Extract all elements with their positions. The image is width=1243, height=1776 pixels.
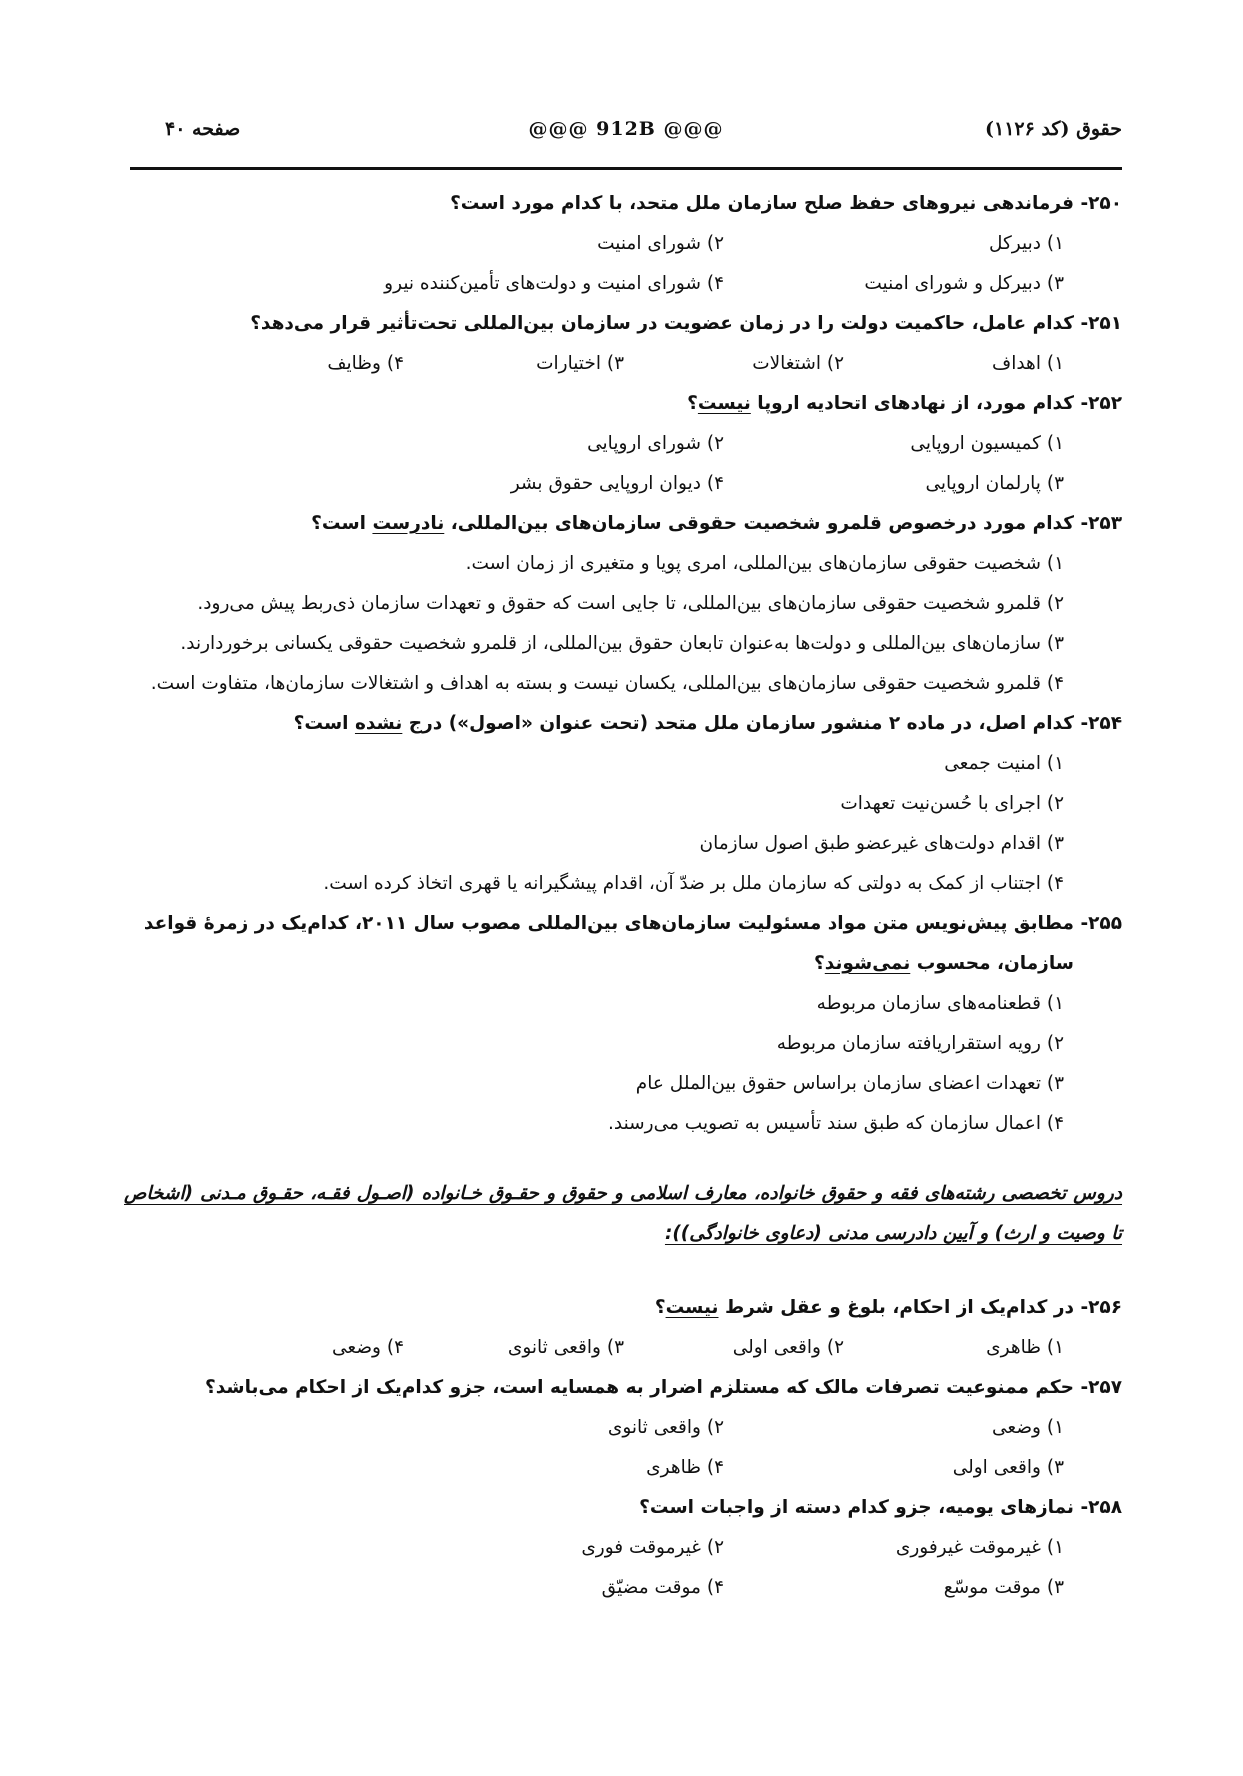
option-4[interactable]: ۴) اعمال سازمان که طبق سند تأسیس به تصویب می‌رسند. — [607, 1113, 1064, 1134]
option-2[interactable]: ۲) رویه استقراریافته سازمان مربوطه — [776, 1033, 1064, 1054]
stem-part: کدام مورد، از نهادهای اتحادیه اروپا — [750, 393, 1074, 414]
question-stem — [124, 1368, 1122, 1408]
negation-emphasis: نیست — [665, 1297, 719, 1318]
question-stem — [124, 184, 1122, 224]
option-4[interactable]: ۴) قلمرو شخصیت حقوقی سازمان‌های بین‌المللی، یکسان نیست و بسته به اهداف و اشتغالات سازمان‌ها، متفاوت است. — [150, 673, 1064, 694]
header-rule — [130, 167, 1122, 170]
options — [124, 544, 1122, 704]
page-header — [130, 118, 1122, 148]
question-252 — [124, 384, 1122, 504]
stem-part: ؟ — [654, 1297, 666, 1318]
option-3[interactable]: ۳) واقعی ثانوی — [507, 1337, 624, 1358]
option-2[interactable]: ۲) اشتغالات — [752, 353, 844, 374]
question-number: ۲۵۸- — [1080, 1497, 1122, 1518]
section-heading: دروس تخصصی رشته‌های فقه و حقوق خانواده، معارف اسلامی و حقوق و حقـوق خـانواده (اصـول فقـه، حقـوق مـدنی (اشخاص تا وصیت و ارث) و آیین دادرسی مدنی (دعاوی خانوادگی)): — [124, 1183, 1122, 1244]
question-text — [124, 504, 1074, 544]
option-2[interactable]: ۲) قلمرو شخصیت حقوقی سازمان‌های بین‌المللی، تا جایی است که حقوق و تعهدات سازمان ذی‌ربط پیش می‌رود. — [197, 593, 1064, 614]
option-2[interactable]: ۲) شورای اروپایی — [587, 433, 724, 454]
question-text — [124, 384, 1074, 424]
option-1[interactable]: ۱) قطعنامه‌های سازمان مربوطه — [816, 993, 1064, 1014]
question-256 — [124, 1288, 1122, 1368]
option-3[interactable]: ۳) دبیرکل و شورای امنیت — [864, 273, 1064, 294]
options — [184, 344, 1122, 384]
option-3[interactable]: ۳) پارلمان اروپایی — [925, 473, 1064, 494]
option-3[interactable]: ۳) تعهدات اعضای سازمان براساس حقوق بین‌الملل عام — [635, 1073, 1064, 1094]
options — [184, 1328, 1122, 1368]
options — [124, 744, 1122, 904]
question-text: فرماندهی نیروهای حفظ صلح سازمان ملل متحد، با کدام مورد است؟ — [450, 193, 1074, 214]
option-3[interactable]: ۳) موقت موسّع — [943, 1577, 1064, 1598]
question-text — [124, 704, 1074, 744]
booklet-code: @@@ 912B @@@ — [528, 118, 724, 140]
option-3[interactable]: ۳) اختیارات — [536, 353, 624, 374]
option-1[interactable]: ۱) ظاهری — [986, 1337, 1064, 1358]
question-250 — [124, 184, 1122, 304]
question-text: حکم ممنوعیت تصرفات مالک که مستلزم اضرار به همسایه است، جزو کدام‌یک از احکام می‌باشد؟ — [205, 1377, 1074, 1398]
stem-part: کدام اصل، در ماده ۲ منشور سازمان ملل متحد (تحت عنوان «اصول») درج — [402, 713, 1074, 734]
option-4[interactable]: ۴) وضعی — [331, 1337, 404, 1358]
subject-title: حقوق (کد ۱۱۲۶) — [985, 118, 1122, 140]
negation-emphasis: نشده — [354, 713, 403, 734]
page-number: صفحه ۴۰ — [165, 118, 241, 140]
questions-content — [124, 184, 1122, 1608]
question-number: ۲۵۴- — [1080, 713, 1122, 734]
option-1[interactable]: ۱) وضعی — [991, 1417, 1064, 1438]
question-253 — [124, 504, 1122, 704]
option-3[interactable]: ۳) اقدام دولت‌های غیرعضو طبق اصول سازمان — [699, 833, 1064, 854]
stem-part: مطابق پیش‌نویس متن مواد مسئولیت سازمان‌های بین‌المللی مصوب سال ۲۰۱۱، کدام‌یک در زمرهٔ قواعد سازمان، محسوب — [143, 913, 1074, 974]
stem-part: کدام مورد درخصوص قلمرو شخصیت حقوقی سازمان‌های بین‌المللی، — [444, 513, 1074, 534]
negation-emphasis: نیست — [697, 393, 751, 414]
options — [384, 1528, 1122, 1608]
option-2[interactable]: ۲) واقعی اولی — [732, 1337, 844, 1358]
option-1[interactable]: ۱) کمیسیون اروپایی — [910, 433, 1064, 454]
question-stem — [124, 504, 1122, 544]
negation-emphasis: نمی‌شوند — [824, 953, 911, 974]
option-2[interactable]: ۲) واقعی ثانوی — [607, 1417, 724, 1438]
option-1[interactable]: ۱) امنیت جمعی — [944, 753, 1064, 774]
question-text: نمازهای یومیه، جزو کدام دسته از واجبات است؟ — [639, 1497, 1074, 1518]
question-number: ۲۵۱- — [1080, 313, 1122, 334]
option-4[interactable]: ۴) وظایف — [327, 353, 404, 374]
option-1[interactable]: ۱) شخصیت حقوقی سازمان‌های بین‌المللی، امری پویا و متغیری از زمان است. — [465, 553, 1064, 574]
option-1[interactable]: ۱) دبیرکل — [988, 233, 1064, 254]
option-3[interactable]: ۳) واقعی اولی — [952, 1457, 1064, 1478]
stem-part: ؟ — [814, 953, 825, 974]
question-257 — [124, 1368, 1122, 1488]
question-number: ۲۵۲- — [1080, 393, 1122, 414]
question-number: ۲۵۶- — [1080, 1297, 1122, 1318]
options — [124, 984, 1122, 1144]
option-4[interactable]: ۴) ظاهری — [646, 1457, 724, 1478]
stem-part: است؟ — [311, 513, 373, 534]
option-4[interactable]: ۴) اجتناب از کمک به دولتی که سازمان ملل بر ضدّ آن، اقدام پیشگیرانه یا قهری اتخاذ کرده است. — [323, 873, 1064, 894]
question-number: ۲۵۳- — [1080, 513, 1122, 534]
question-text: کدام عامل، حاکمیت دولت را در زمان عضویت در سازمان بین‌المللی تحت‌تأثیر قرار می‌دهد؟ — [250, 313, 1074, 334]
option-1[interactable]: ۱) اهداف — [992, 353, 1064, 374]
option-4[interactable]: ۴) دیوان اروپایی حقوق بشر — [510, 473, 724, 494]
option-2[interactable]: ۲) شورای امنیت — [597, 233, 724, 254]
question-stem — [124, 1288, 1122, 1328]
question-stem — [124, 384, 1122, 424]
stem-part: است؟ — [293, 713, 355, 734]
question-stem — [124, 304, 1122, 344]
options — [384, 1408, 1122, 1488]
option-4[interactable]: ۴) موقت مضیّق — [601, 1577, 724, 1598]
question-text — [124, 904, 1074, 984]
option-2[interactable]: ۲) غیرموقت فوری — [581, 1537, 724, 1558]
option-3[interactable]: ۳) سازمان‌های بین‌المللی و دولت‌ها به‌عنوان تابعان حقوق بین‌المللی، از قلمرو شخصیت حقوقی یکسانی برخوردارند. — [180, 633, 1064, 654]
question-number: ۲۵۵- — [1080, 913, 1122, 934]
question-stem — [124, 904, 1122, 984]
question-251 — [124, 304, 1122, 384]
question-258 — [124, 1488, 1122, 1608]
options — [384, 424, 1122, 504]
question-text — [124, 1288, 1074, 1328]
stem-part: در کدام‌یک از احکام، بلوغ و عقل شرط — [718, 1297, 1074, 1318]
question-254 — [124, 704, 1122, 904]
question-stem — [124, 1488, 1122, 1528]
stem-part: ؟ — [687, 393, 698, 414]
option-1[interactable]: ۱) غیرموقت غیرفوری — [895, 1537, 1064, 1558]
option-2[interactable]: ۲) اجرای با حُسن‌نیت تعهدات — [840, 793, 1064, 814]
option-4[interactable]: ۴) شورای امنیت و دولت‌های تأمین‌کننده نیرو — [384, 273, 724, 294]
question-stem — [124, 704, 1122, 744]
negation-emphasis: نادرست — [372, 513, 445, 534]
question-255 — [124, 904, 1122, 1144]
options — [384, 224, 1122, 304]
question-number: ۲۵۷- — [1080, 1377, 1122, 1398]
question-number: ۲۵۰- — [1080, 193, 1122, 214]
